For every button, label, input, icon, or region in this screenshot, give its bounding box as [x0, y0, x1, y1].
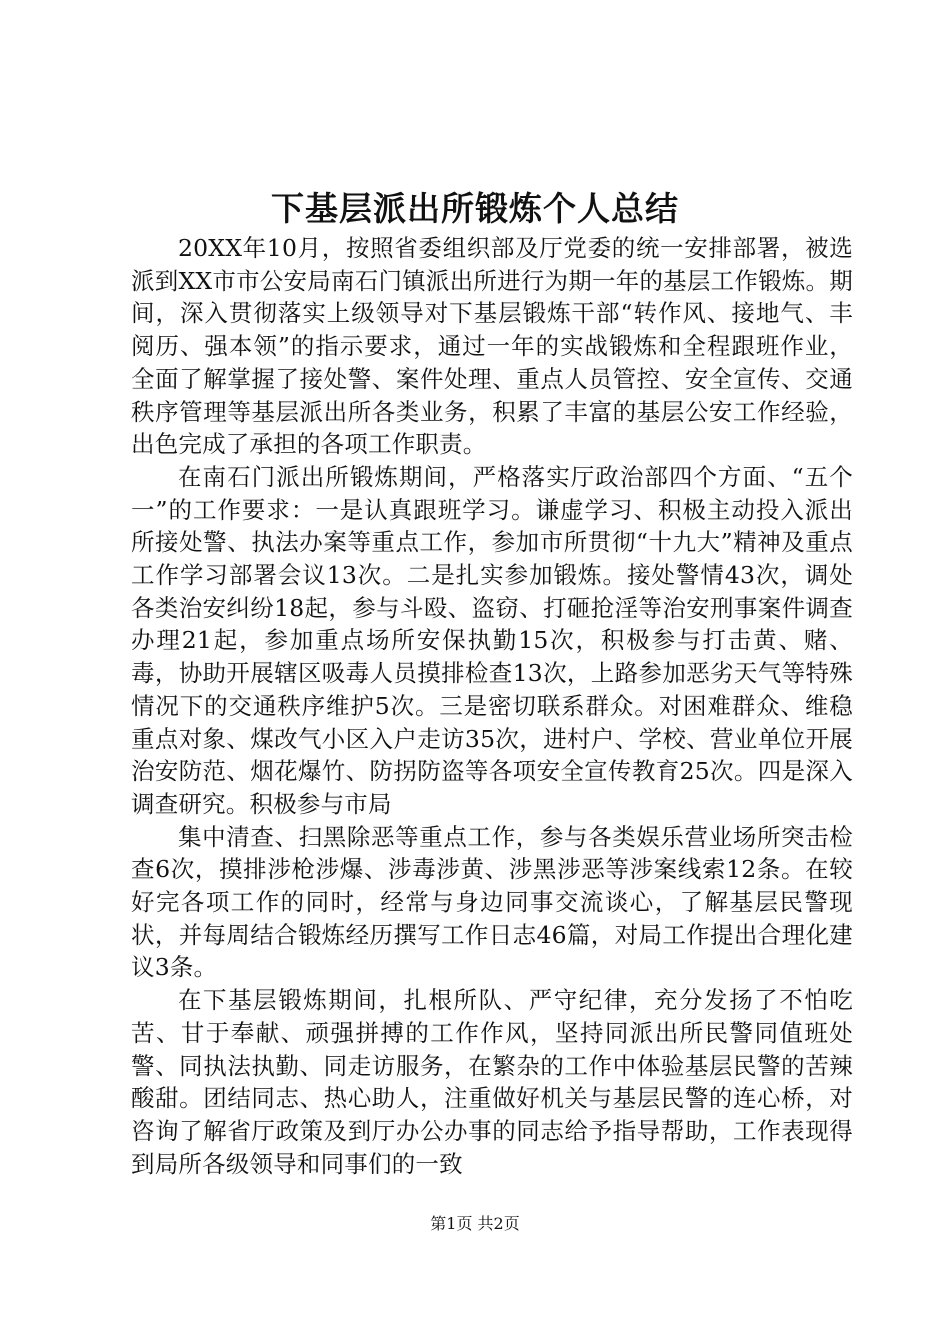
paragraph: 20XX年10月，按照省委组织部及厅党委的统一安排部署，被选派到XX市市公安局南石门镇派出所进行为期一年的基层工作锻炼。期间，深入贯彻落实上级领导对下基层锻炼干部“转作风、接地气、丰阅历、强本领”的指示要求，通过一年的实战锻炼和全程跟班作业，全面了解掌握了接处警、案件处理、重点人员管控、安全宣传、交通秩序管理等基层派出所各类业务，积累了丰富的基层公安工作经验，出色完成了承担的各项工作职责。 [131, 234, 853, 459]
paragraph: 在南石门派出所锻炼期间，严格落实厅政治部四个方面、“五个一”的工作要求：一是认真跟班学习。谦虚学习、积极主动投入派出所接处警、执法办案等重点工作，参加市所贯彻“十九大”精神及重点工作学习部署会议13次。二是扎实参加锻炼。接处警情43次，调处各类治安纠纷18起，参与斗殴、盗窃、打砸抢淫等治安刑事案件调查办理21起，参加重点场所安保执勤15次，积极参与打击黄、赌、毒，协助开展辖区吸毒人员摸排检查13次，上路参加恶劣天气等特殊情况下的交通秩序维护5次。三是密切联系群众。对困难群众、维稳重点对象、煤改气小区入户走访35次，进村户、学校、营业单位开展治安防范、烟花爆竹、防拐防盗等各项安全宣传教育25次。四是深入调查研究。积极参与市局 [131, 462, 853, 818]
document-body [131, 232, 853, 1180]
paragraph: 集中清查、扫黑除恶等重点工作，参与各类娱乐营业场所突击检查6次，摸排涉枪涉爆、涉毒涉黄、涉黑涉恶等涉案线索12条。在较好完各项工作的同时，经常与身边同事交流谈心，了解基层民警现状，并每周结合锻炼经历撰写工作日志46篇，对局工作提出合理化建议3条。 [131, 822, 853, 982]
paragraph: 在下基层锻炼期间，扎根所队、严守纪律，充分发扬了不怕吃苦、甘于奉献、顽强拼搏的工作作风，坚持同派出所民警同值班处警、同执法执勤、同走访服务，在繁杂的工作中体验基层民警的苦辣酸甜。团结同志、热心助人，注重做好机关与基层民警的连心桥，对咨询了解省厅政策及到厅办公办事的同志给予指导帮助，工作表现得到局所各级领导和同事们的一致 [131, 986, 853, 1178]
page-number-footer: 第1页 共2页 [430, 1214, 520, 1233]
document-title: 下基层派出所锻炼个人总结 [271, 189, 679, 228]
